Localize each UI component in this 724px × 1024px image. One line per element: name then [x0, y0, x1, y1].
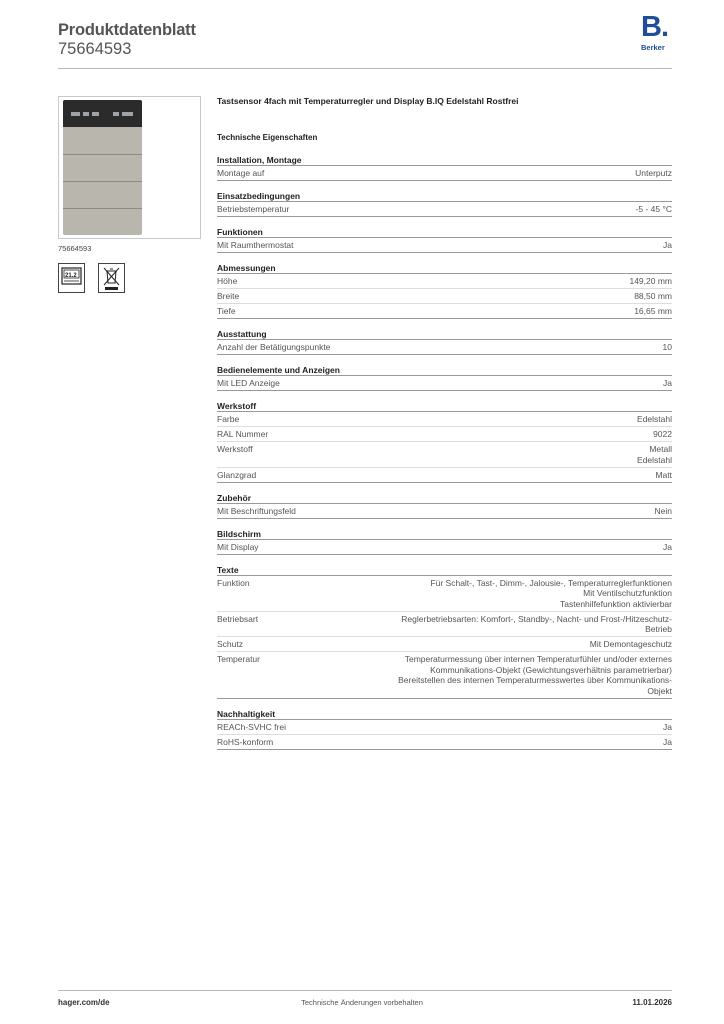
property-label: Betriebsart — [217, 613, 259, 624]
property-label: Funktion — [217, 577, 250, 588]
property-value: Matt — [655, 469, 672, 480]
property-row — [217, 274, 672, 289]
property-row — [217, 427, 672, 442]
property-row — [217, 540, 672, 555]
group-title: Ausstattung — [217, 328, 672, 340]
property-group — [217, 708, 672, 750]
property-value: Ja — [663, 736, 672, 747]
property-label: RoHS-konform — [217, 736, 274, 747]
property-label: Mit LED Anzeige — [217, 378, 280, 388]
property-group — [217, 564, 672, 699]
property-row — [217, 238, 672, 253]
logo-text: Berker — [641, 43, 665, 52]
property-label: Schutz — [217, 639, 243, 649]
property-value: Reglerbetriebsarten: Komfort-, Standby-, Nacht- und Frost-/Hitzeschutz- Betrieb — [401, 613, 672, 634]
property-row — [217, 637, 672, 652]
property-row — [217, 442, 672, 468]
property-value: Ja — [663, 721, 672, 732]
group-title: Zubehör — [217, 492, 672, 504]
property-value: Temperaturmessung über internen Temperaturfühler und/oder externes Kommunikations-Objekt (Gewichtungsverhältnis parametrierbar) Bereitstellen des internen Temperaturmesswertes über Kommunikations- Objekt — [398, 654, 672, 696]
property-value: 10 — [662, 342, 672, 352]
property-label: Werkstoff — [217, 444, 253, 454]
property-value: Unterputz — [635, 168, 672, 178]
property-label: REACh-SVHC frei — [217, 721, 286, 732]
group-title: Nachhaltigkeit — [217, 708, 672, 720]
property-label: Höhe — [217, 276, 238, 286]
berker-logo — [639, 11, 675, 55]
property-row — [217, 340, 672, 355]
group-title: Einsatzbedingungen — [217, 190, 672, 202]
logo-letter: B. — [641, 11, 668, 43]
property-label: Mit Beschriftungsfeld — [217, 505, 296, 516]
property-label: Farbe — [217, 414, 240, 424]
property-value: Nein — [654, 505, 672, 516]
property-group — [217, 262, 672, 319]
product-image — [58, 96, 201, 239]
property-row — [217, 412, 672, 427]
property-value: Edelstahl — [637, 414, 672, 424]
property-row — [217, 576, 672, 612]
footer-date: 11.01.2026 — [632, 998, 672, 1007]
property-row — [217, 202, 672, 217]
device-display — [63, 100, 142, 127]
property-row — [217, 612, 672, 638]
property-group — [217, 190, 672, 217]
property-value: -5 - 45 °C — [635, 204, 672, 214]
property-group — [217, 528, 672, 555]
property-value: Für Schalt-, Tast-, Dimm-, Jalousie-, Temperaturreglerfunktionen Mit Ventilschutzfunktion Tastenhilfefunktion aktivierbar — [430, 577, 672, 609]
technical-data-sheet — [217, 93, 672, 750]
footer-divider — [58, 990, 672, 991]
property-row — [217, 304, 672, 319]
property-value: Mit Demontageschutz — [589, 639, 672, 649]
product-number: 75664593 — [58, 40, 132, 58]
property-label: Breite — [217, 291, 240, 301]
property-value: Ja — [663, 378, 672, 388]
property-label: Mit Raumthermostat — [217, 240, 294, 250]
footer-notice: Technische Änderungen vorbehalten — [301, 998, 423, 1007]
product-heading: Tastsensor 4fach mit Temperaturregler und Display B.IQ Edelstahl Rostfrei — [217, 96, 519, 106]
property-row — [217, 289, 672, 304]
property-label: Anzahl der Betätigungspunkte — [217, 342, 331, 352]
property-row — [217, 720, 672, 735]
group-title: Funktionen — [217, 226, 672, 238]
property-row — [217, 468, 672, 483]
property-value: Ja — [663, 541, 672, 552]
property-value: 9022 — [653, 429, 672, 439]
weee-crossed-bin-icon — [98, 263, 125, 293]
property-label: Mit Display — [217, 541, 259, 552]
group-title: Bildschirm — [217, 528, 672, 540]
property-group — [217, 154, 672, 181]
property-value: 88,50 mm — [634, 291, 672, 301]
property-groups — [217, 154, 672, 750]
group-title: Abmessungen — [217, 262, 672, 274]
property-row — [217, 166, 672, 181]
property-group — [217, 400, 672, 483]
svg-text:21.2: 21.2 — [65, 273, 77, 279]
property-value: Ja — [663, 240, 672, 250]
property-value: 16,65 mm — [634, 306, 672, 316]
property-group — [217, 492, 672, 519]
group-title: Texte — [217, 564, 672, 576]
property-value: Metall Edelstahl — [637, 444, 672, 465]
header-divider — [58, 68, 672, 69]
property-row — [217, 504, 672, 519]
property-row — [217, 652, 672, 699]
property-label: RAL Nummer — [217, 429, 269, 439]
property-label: Montage auf — [217, 168, 265, 178]
property-label: Temperatur — [217, 654, 260, 664]
property-value: 149,20 mm — [629, 276, 672, 286]
property-label: Glanzgrad — [217, 469, 257, 480]
property-label: Tiefe — [217, 306, 236, 316]
property-label: Betriebstemperatur — [217, 204, 290, 214]
page-title: Produktdatenblatt — [58, 21, 196, 39]
group-title: Bedienelemente und Anzeigen — [217, 364, 672, 376]
property-group — [217, 226, 672, 253]
property-group — [217, 328, 672, 355]
product-image-caption: 75664593 — [58, 244, 92, 253]
room-thermostat-display-icon — [58, 263, 85, 293]
group-title: Installation, Montage — [217, 154, 672, 166]
property-group — [217, 364, 672, 391]
tastsensor-device-illustration — [63, 100, 142, 235]
group-title: Werkstoff — [217, 400, 672, 412]
section-heading: Technische Eigenschaften — [217, 133, 318, 142]
property-row — [217, 735, 672, 750]
property-row — [217, 376, 672, 391]
footer-website-link[interactable]: hager.com/de — [58, 998, 110, 1007]
